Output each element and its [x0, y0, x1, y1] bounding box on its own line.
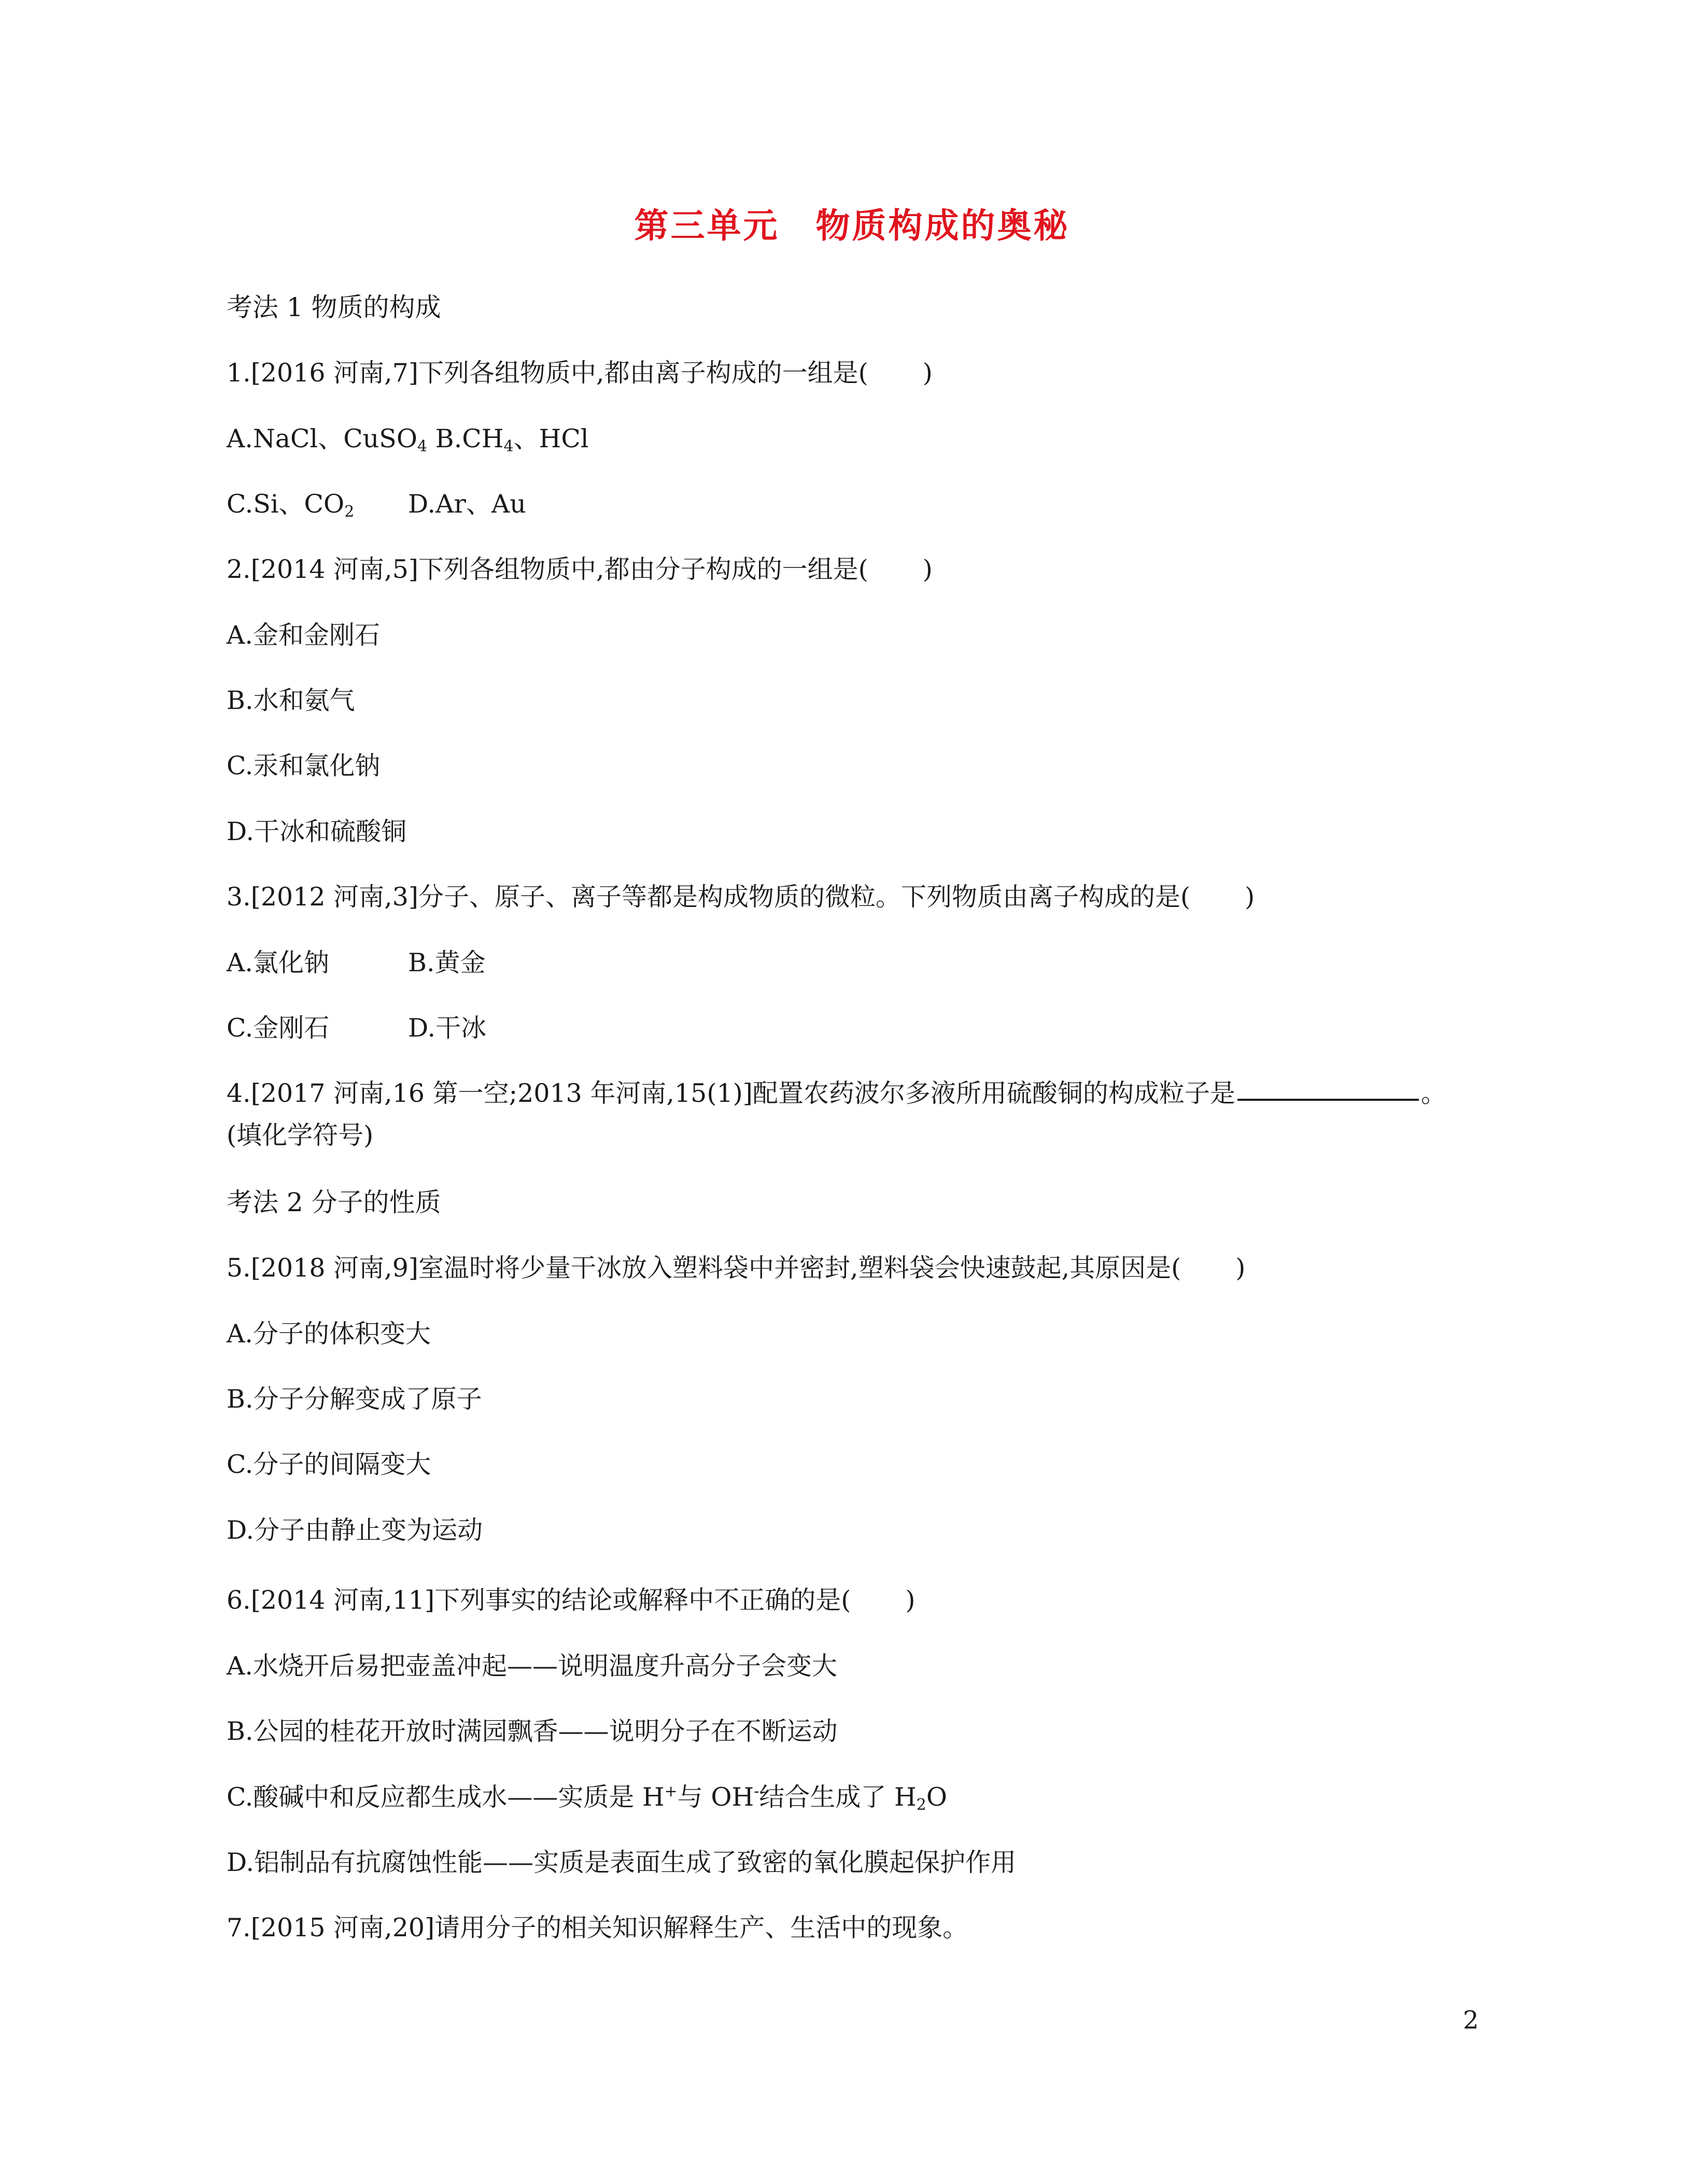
question-2-stem: 2.[2014 河南,5]下列各组物质中,都由分子构成的一组是( ) [227, 555, 933, 584]
question-5-option-a: A.分子的体积变大 [227, 1319, 431, 1349]
title-unit: 第三单元 [634, 206, 780, 246]
section-heading-1: 考法 1 物质的构成 [227, 292, 441, 322]
title-topic: 物质构成的奥秘 [815, 206, 1070, 246]
question-7-stem: 7.[2015 河南,20]请用分子的相关知识解释生产、生活中的现象。 [227, 1913, 968, 1942]
page-title [0, 198, 1704, 247]
question-6-option-d: D.铝制品有抗腐蚀性能——实质是表面生成了致密的氧化膜起保护作用 [227, 1848, 1017, 1877]
section-heading-2: 考法 2 分子的性质 [227, 1187, 441, 1217]
question-6-option-c: C.酸碱中和反应都生成水——实质是 H+与 OH-结合生成了 $H_2O$ [227, 1782, 947, 1814]
question-6-stem: 6.[2014 河南,11]下列事实的结论或解释中不正确的是( ) [227, 1585, 916, 1615]
question-2-option-a: A.金和金刚石 [227, 620, 380, 650]
question-4-stem: 4.[2017 河南,16 第一空;2013 年河南,15(1)]配置农药波尔多液所用硫酸铜的构成粒子是 。 [227, 1079, 1446, 1108]
question-5-option-b: B.分子分解变成了原子 [227, 1384, 482, 1414]
question-5-option-d: D.分子由静止变为运动 [227, 1515, 483, 1545]
question-3-options-ab: A.氯化钠 B.黄金 [227, 948, 486, 977]
question-6-option-a: A.水烧开后易把壶盖冲起——说明温度升高分子会变大 [227, 1651, 837, 1681]
question-1-options-cd: C.Si、$CO_2$ D.Ar、Au [227, 489, 526, 521]
page-number: 2 [1463, 2006, 1479, 2035]
question-6-option-b: B.公园的桂花开放时满园飘香——说明分子在不断运动 [227, 1717, 838, 1746]
question-2-option-b: B.水和氨气 [227, 686, 355, 715]
question-5-stem: 5.[2018 河南,9]室温时将少量干冰放入塑料袋中并密封,塑料袋会快速鼓起,其原因是( ) [227, 1253, 1246, 1283]
question-4-note: (填化学符号) [227, 1121, 374, 1150]
question-2-option-d: D.干冰和硫酸铜 [227, 817, 407, 846]
question-2-option-c: C.汞和氯化钠 [227, 751, 381, 781]
question-1-options-ab: A.NaCl、CuSO$_4$ $B.CH_4$、HCl [227, 424, 589, 456]
question-5-option-c: C.分子的间隔变大 [227, 1450, 431, 1479]
question-1-stem: 1.[2016 河南,7]下列各组物质中,都由离子构成的一组是( ) [227, 358, 933, 388]
question-3-options-cd: C.金刚石 D.干冰 [227, 1013, 487, 1043]
answer-blank[interactable] [1237, 1099, 1419, 1101]
question-3-stem: 3.[2012 河南,3]分子、原子、离子等都是构成物质的微粒。下列物质由离子构成的是( ) [227, 882, 1255, 912]
